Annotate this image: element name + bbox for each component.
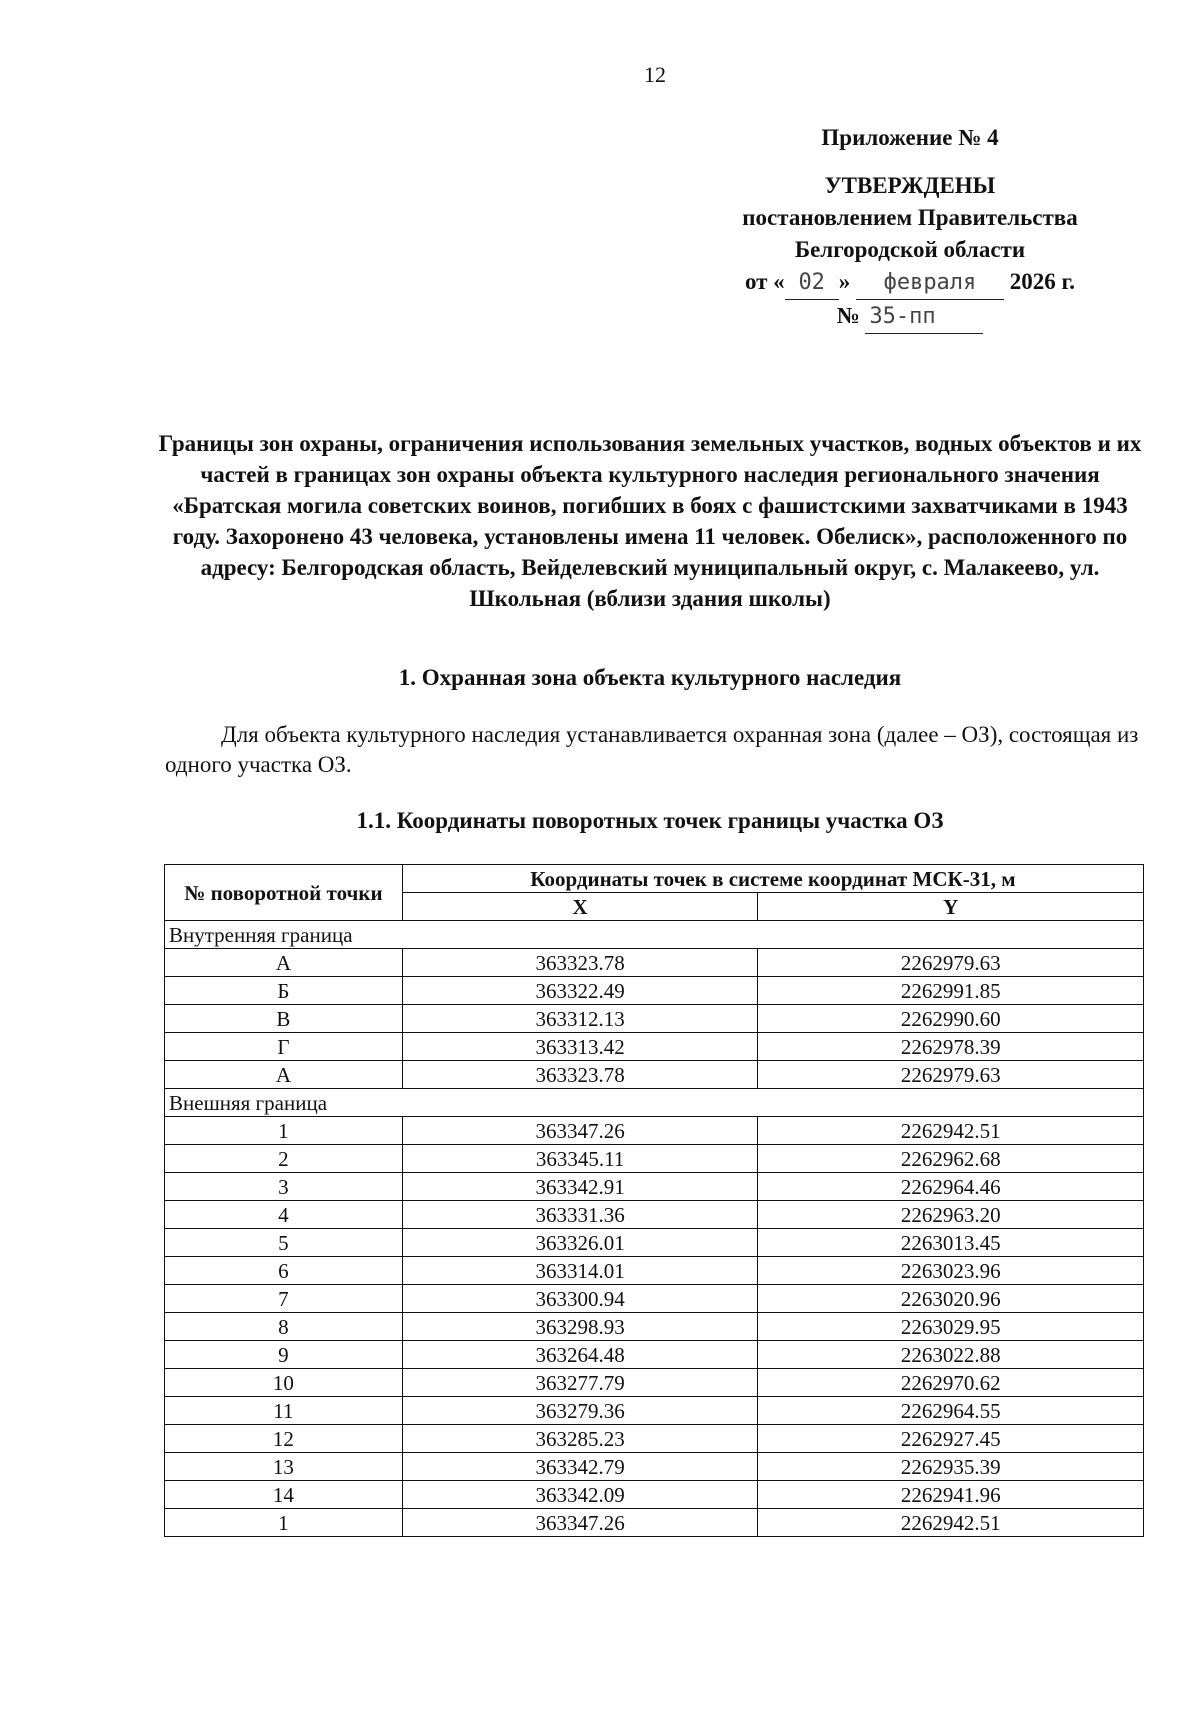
cell-y: 2262979.63	[758, 949, 1144, 977]
cell-x: 363279.36	[402, 1397, 758, 1425]
cell-point: 12	[165, 1425, 403, 1453]
table-row	[165, 1257, 1144, 1285]
cell-x: 363345.11	[402, 1145, 758, 1173]
cell-y: 2263029.95	[758, 1313, 1144, 1341]
cell-x: 363298.93	[402, 1313, 758, 1341]
section-paragraph: Для объекта культурного наследия устанавливается охранная зона (далее – ОЗ), состоящая из одного участка ОЗ.	[165, 722, 1139, 777]
cell-x: 363277.79	[402, 1369, 758, 1397]
cell-y: 2262964.55	[758, 1397, 1144, 1425]
table-row	[165, 1369, 1144, 1397]
cell-point: 8	[165, 1313, 403, 1341]
appendix-label: Приложение № 4	[821, 125, 999, 150]
header-point: № поворотной точки	[165, 865, 403, 921]
cell-y: 2263020.96	[758, 1285, 1144, 1313]
cell-x: 363326.01	[402, 1229, 758, 1257]
table-row	[165, 977, 1144, 1005]
cell-x: 363323.78	[402, 949, 758, 977]
table-row	[165, 1229, 1144, 1257]
table-row	[165, 1061, 1144, 1089]
table-row	[165, 1285, 1144, 1313]
cell-x: 363342.91	[402, 1173, 758, 1201]
coordinates-table	[164, 864, 1144, 1537]
cell-y: 2262962.68	[758, 1145, 1144, 1173]
cell-y: 2262991.85	[758, 977, 1144, 1005]
cell-x: 363322.49	[402, 977, 758, 1005]
date-day: 02	[785, 267, 839, 300]
table-row	[165, 1117, 1144, 1145]
cell-y: 2262990.60	[758, 1005, 1144, 1033]
cell-x: 363285.23	[402, 1425, 758, 1453]
cell-point: 10	[165, 1369, 403, 1397]
cell-y: 2262927.45	[758, 1425, 1144, 1453]
cell-point: А	[165, 1061, 403, 1089]
cell-point: 13	[165, 1453, 403, 1481]
approval-date	[690, 266, 1130, 300]
cell-point: 1	[165, 1117, 403, 1145]
cell-y: 2263023.96	[758, 1257, 1144, 1285]
table-row	[165, 1173, 1144, 1201]
cell-x: 363347.26	[402, 1509, 758, 1537]
group-row	[165, 1089, 1144, 1117]
table-row	[165, 1453, 1144, 1481]
approved-label: УТВЕРЖДЕНЫ	[824, 173, 996, 198]
group-row	[165, 921, 1144, 949]
cell-x: 363331.36	[402, 1201, 758, 1229]
cell-y: 2262979.63	[758, 1061, 1144, 1089]
cell-point: 2	[165, 1145, 403, 1173]
table-row	[165, 1341, 1144, 1369]
cell-y: 2262964.46	[758, 1173, 1144, 1201]
cell-point: 14	[165, 1481, 403, 1509]
group-label: Внутренняя граница	[165, 921, 1144, 949]
cell-y: 2262935.39	[758, 1453, 1144, 1481]
cell-point: Б	[165, 977, 403, 1005]
section-heading: 1. Охранная зона объекта культурного наследия	[398, 665, 902, 690]
date-year: 2026 г.	[1009, 269, 1076, 294]
header-x: X	[402, 893, 758, 921]
number-value: 35-пп	[865, 301, 983, 334]
cell-y: 2262942.51	[758, 1509, 1144, 1537]
cell-y: 2263013.45	[758, 1229, 1144, 1257]
cell-y: 2262941.96	[758, 1481, 1144, 1509]
table-row	[165, 1509, 1144, 1537]
approved-by-line-2: Белгородской области	[794, 237, 1026, 262]
cell-point: А	[165, 949, 403, 977]
approval-block	[690, 122, 1130, 334]
cell-y: 2263022.88	[758, 1341, 1144, 1369]
table-row	[165, 1145, 1144, 1173]
table-row	[165, 1481, 1144, 1509]
date-mid: »	[838, 269, 851, 294]
approved-by-line-1: постановлением Правительства	[742, 205, 1078, 230]
subsection-heading: 1.1. Координаты поворотных точек границы участка ОЗ	[356, 808, 944, 833]
cell-x: 363342.79	[402, 1453, 758, 1481]
cell-point: 6	[165, 1257, 403, 1285]
page-number: 12	[644, 62, 666, 87]
group-label: Внешняя граница	[165, 1089, 1144, 1117]
table-row	[165, 1425, 1144, 1453]
cell-y: 2262942.51	[758, 1117, 1144, 1145]
cell-x: 363342.09	[402, 1481, 758, 1509]
cell-point: 1	[165, 1509, 403, 1537]
cell-x: 363314.01	[402, 1257, 758, 1285]
date-prefix: от «	[744, 269, 785, 294]
date-month: февраля	[856, 267, 1004, 300]
table-row	[165, 1313, 1144, 1341]
table-body	[165, 921, 1144, 1537]
number-prefix: №	[836, 303, 860, 328]
cell-x: 363323.78	[402, 1061, 758, 1089]
cell-point: 3	[165, 1173, 403, 1201]
cell-point: 7	[165, 1285, 403, 1313]
cell-x: 363313.42	[402, 1033, 758, 1061]
cell-point: 5	[165, 1229, 403, 1257]
cell-x: 363300.94	[402, 1285, 758, 1313]
cell-point: 9	[165, 1341, 403, 1369]
document-title: Границы зон охраны, ограничения использования земельных участков, водных объектов и их частей в границах зон охраны объекта культурного наследия регионального значения «Братская могила советских воинов, погибших в боях с фашистскими захватчиками в 1943 году. Захоронено 43 человека, установлены имена 11 человек. Обелиск», расположенного по адресу: Белгородская область, Вейделевский муниципальный округ, с. Малакеево, ул. Школьная (вблизи здания школы)	[158, 431, 1142, 611]
cell-point: Г	[165, 1033, 403, 1061]
cell-point: 11	[165, 1397, 403, 1425]
table-row	[165, 1033, 1144, 1061]
cell-y: 2262970.62	[758, 1369, 1144, 1397]
table-row	[165, 1397, 1144, 1425]
cell-y: 2262963.20	[758, 1201, 1144, 1229]
table-row	[165, 1005, 1144, 1033]
cell-x: 363264.48	[402, 1341, 758, 1369]
cell-x: 363312.13	[402, 1005, 758, 1033]
cell-point: В	[165, 1005, 403, 1033]
approval-number	[690, 300, 1130, 334]
table-row	[165, 1201, 1144, 1229]
cell-y: 2262978.39	[758, 1033, 1144, 1061]
cell-x: 363347.26	[402, 1117, 758, 1145]
header-coords: Координаты точек в системе координат МСК-31, м	[402, 865, 1143, 893]
table-header-row	[165, 865, 1144, 893]
header-y: Y	[758, 893, 1144, 921]
table-row	[165, 949, 1144, 977]
cell-point: 4	[165, 1201, 403, 1229]
